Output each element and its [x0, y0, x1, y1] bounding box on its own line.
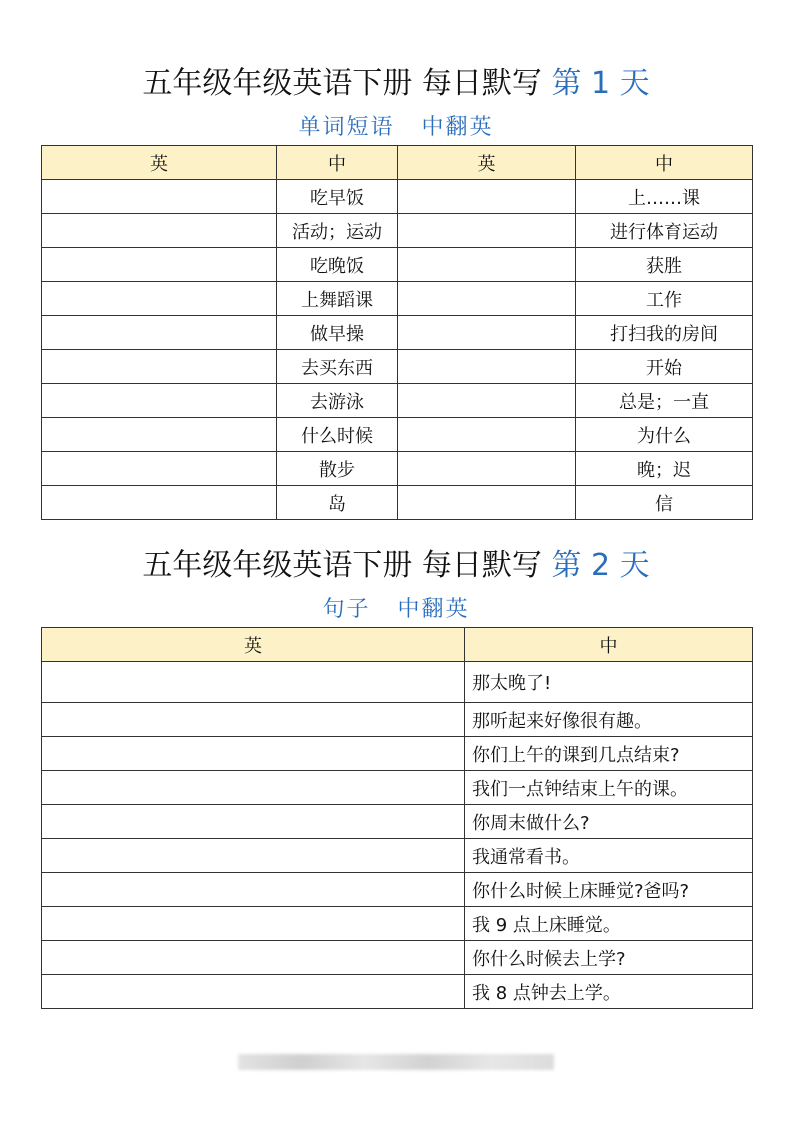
- day1-subtitle: 单词短语 中翻英: [298, 115, 494, 140]
- vocab-zh-cell-right: 工作: [576, 282, 753, 316]
- sentence-zh-cell: 我们一点钟结束上午的课。: [465, 771, 753, 805]
- vocab-row: [42, 214, 753, 248]
- sentence-row: [42, 907, 753, 941]
- vocab-answer-cell-left[interactable]: [42, 418, 277, 452]
- vocab-zh-cell-left: 去买东西: [277, 350, 398, 384]
- day2-title: [0, 546, 792, 586]
- sentence-answer-cell[interactable]: [42, 703, 465, 737]
- vocab-zh-cell-left: 什么时候: [277, 418, 398, 452]
- sentence-zh-cell: 我 8 点钟去上学。: [465, 975, 753, 1009]
- sentence-zh-cell: 我通常看书。: [465, 839, 753, 873]
- sentence-row: [42, 703, 753, 737]
- sentence-answer-cell[interactable]: [42, 873, 465, 907]
- vocab-answer-cell-left[interactable]: [42, 350, 277, 384]
- vocab-answer-cell-left[interactable]: [42, 180, 277, 214]
- sentence-row: [42, 941, 753, 975]
- sentence-answer-cell[interactable]: [42, 662, 465, 703]
- vocab-zh-cell-right: 打扫我的房间: [576, 316, 753, 350]
- sentence-answer-cell[interactable]: [42, 941, 465, 975]
- vocab-zh-cell-left: 岛: [277, 486, 398, 520]
- sentence-answer-cell[interactable]: [42, 907, 465, 941]
- day1-title: [0, 64, 792, 104]
- vocab-row: [42, 350, 753, 384]
- sentence-row: [42, 839, 753, 873]
- sentence-header-row: [42, 628, 753, 662]
- vocab-zh-cell-right: 信: [576, 486, 753, 520]
- vocab-row: [42, 384, 753, 418]
- sentence-zh-cell: 你周末做什么?: [465, 805, 753, 839]
- vocab-answer-cell-left[interactable]: [42, 248, 277, 282]
- vocab-answer-cell-right[interactable]: [398, 486, 576, 520]
- header-zh-1: 中: [277, 146, 398, 180]
- blurred-footer-watermark: [238, 1054, 554, 1070]
- sentence-answer-cell[interactable]: [42, 975, 465, 1009]
- vocab-answer-cell-left[interactable]: [42, 384, 277, 418]
- vocab-zh-cell-left: 吃早饭: [277, 180, 398, 214]
- sentence-zh-cell: 你什么时候上床睡觉?爸吗?: [465, 873, 753, 907]
- vocab-zh-cell-left: 上舞蹈课: [277, 282, 398, 316]
- sentence-table: [41, 627, 753, 1009]
- day2-title-main: 五年级年级英语下册 每日默写: [142, 548, 552, 583]
- vocab-zh-cell-left: 活动；运动: [277, 214, 398, 248]
- vocab-answer-cell-right[interactable]: [398, 248, 576, 282]
- sentence-answer-cell[interactable]: [42, 737, 465, 771]
- header-zh-2: 中: [576, 146, 753, 180]
- vocab-answer-cell-right[interactable]: [398, 282, 576, 316]
- vocab-table: [41, 145, 753, 520]
- vocab-answer-cell-left[interactable]: [42, 452, 277, 486]
- sentence-row: [42, 805, 753, 839]
- sentence-zh-cell: 我 9 点上床睡觉。: [465, 907, 753, 941]
- vocab-answer-cell-right[interactable]: [398, 452, 576, 486]
- vocab-answer-cell-right[interactable]: [398, 180, 576, 214]
- vocab-answer-cell-left[interactable]: [42, 486, 277, 520]
- header-zh: 中: [465, 628, 753, 662]
- vocab-answer-cell-left[interactable]: [42, 214, 277, 248]
- vocab-header-row: [42, 146, 753, 180]
- day1-title-main: 五年级年级英语下册 每日默写: [142, 66, 552, 101]
- sentence-row: [42, 662, 753, 703]
- sentence-zh-cell: 你们上午的课到几点结束?: [465, 737, 753, 771]
- vocab-zh-cell-left: 做早操: [277, 316, 398, 350]
- vocab-zh-cell-right: 总是；一直: [576, 384, 753, 418]
- vocab-answer-cell-left[interactable]: [42, 316, 277, 350]
- vocab-answer-cell-right[interactable]: [398, 316, 576, 350]
- vocab-zh-cell-right: 晚；迟: [576, 452, 753, 486]
- vocab-row: [42, 282, 753, 316]
- sentence-row: [42, 873, 753, 907]
- sentence-zh-cell: 那听起来好像很有趣。: [465, 703, 753, 737]
- vocab-zh-cell-right: 进行体育运动: [576, 214, 753, 248]
- vocab-answer-cell-right[interactable]: [398, 214, 576, 248]
- vocab-row: [42, 486, 753, 520]
- sentence-row: [42, 771, 753, 805]
- sentence-zh-cell: 你什么时候去上学?: [465, 941, 753, 975]
- header-en: 英: [42, 628, 465, 662]
- sentence-answer-cell[interactable]: [42, 771, 465, 805]
- sentence-answer-cell[interactable]: [42, 805, 465, 839]
- vocab-zh-cell-left: 去游泳: [277, 384, 398, 418]
- day2-subtitle: 句子 中翻英: [322, 597, 470, 622]
- vocab-row: [42, 316, 753, 350]
- vocab-zh-cell-right: 开始: [576, 350, 753, 384]
- vocab-row: [42, 248, 753, 282]
- vocab-zh-cell-right: 上……课: [576, 180, 753, 214]
- day1-title-day: 第 1 天: [551, 66, 650, 101]
- vocab-row: [42, 418, 753, 452]
- sentence-zh-cell: 那太晚了!: [465, 662, 753, 703]
- vocab-row: [42, 180, 753, 214]
- sentence-row: [42, 975, 753, 1009]
- vocab-answer-cell-right[interactable]: [398, 350, 576, 384]
- vocab-zh-cell-right: 获胜: [576, 248, 753, 282]
- vocab-zh-cell-right: 为什么: [576, 418, 753, 452]
- day2-title-day: 第 2 天: [551, 548, 650, 583]
- header-en-2: 英: [398, 146, 576, 180]
- header-en-1: 英: [42, 146, 277, 180]
- sentence-answer-cell[interactable]: [42, 839, 465, 873]
- vocab-zh-cell-left: 吃晚饭: [277, 248, 398, 282]
- vocab-answer-cell-right[interactable]: [398, 418, 576, 452]
- sentence-row: [42, 737, 753, 771]
- vocab-answer-cell-left[interactable]: [42, 282, 277, 316]
- vocab-answer-cell-right[interactable]: [398, 384, 576, 418]
- vocab-zh-cell-left: 散步: [277, 452, 398, 486]
- vocab-row: [42, 452, 753, 486]
